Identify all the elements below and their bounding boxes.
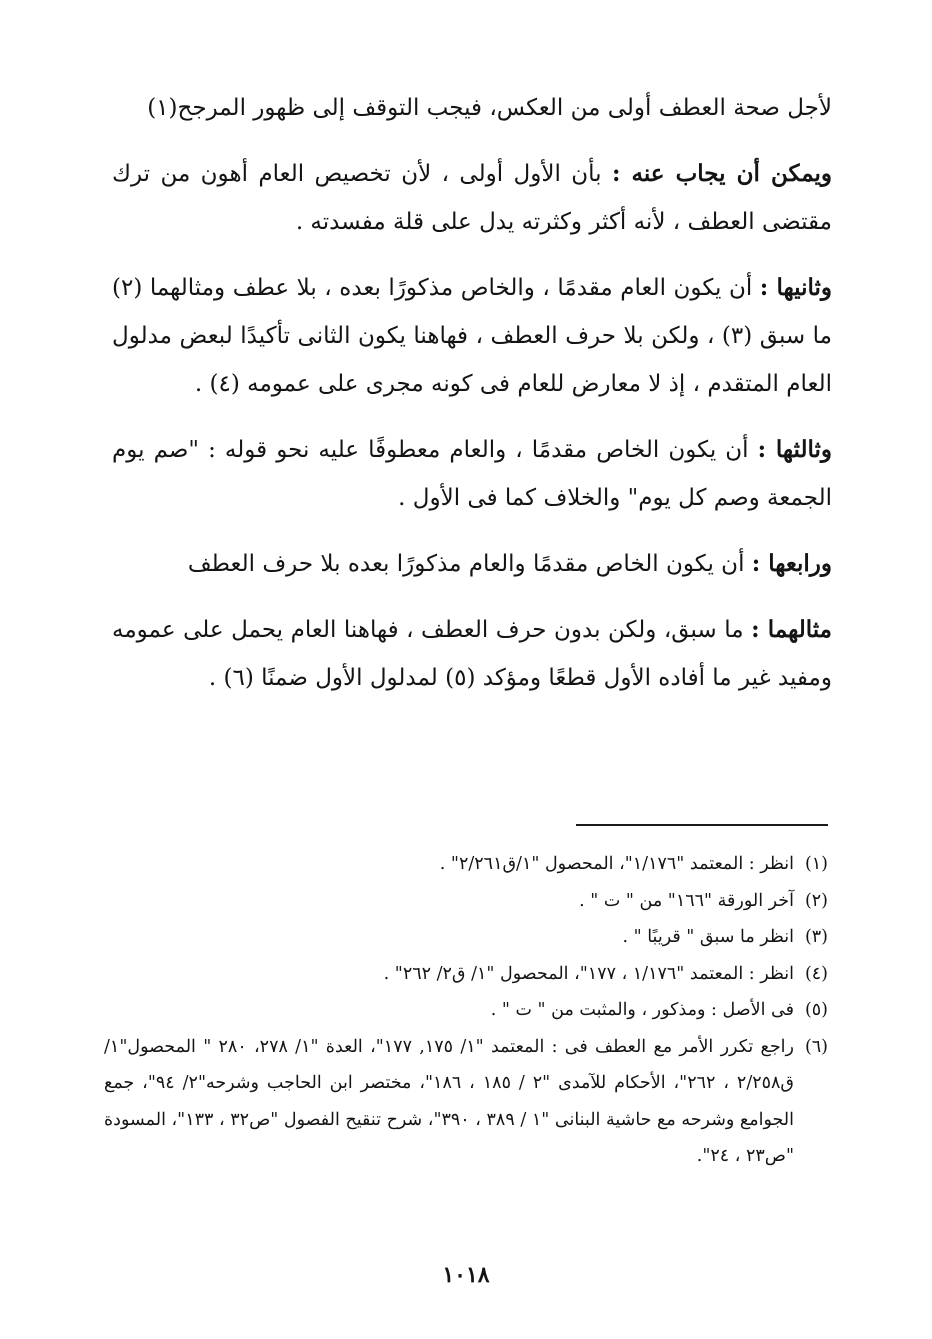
footnote-number: (٢) [804,890,828,911]
footnote-number: (٣) [804,927,828,947]
footnote-text: راجع تكرر الأمر مع العطف فى : المعتمد "١/ ١٧٥, ١٧٧"، العدة "١/ ٢٧٨، ٢٨٠ " المحصول"١/ق٢/٢٥٨ ، ٢٦٢"، الأحكام للآمدى "٢ / ١٨٥ ، ١٨٦"، مختصر ابن الحاجب وشرحه"٢/ ٩٤"، جمع الجوامع وشرحه مع حاشية البنانى "١ / ٣٨٩ ، ٣٩٠"، شرح تنقيح الفصول "ص٣٢ ، ١٣٣"، المسودة "ص٢٣ ، ٢٤". [104,1036,794,1166]
footnote-item [104,1029,828,1175]
paragraph-text: لأجل صحة العطف أولى من العكس، فيجب التوقف إلى ظهور المرجح(١) [147,95,832,121]
footnote-item [104,883,828,920]
page-number: ١٠١٨ [442,1262,490,1288]
paragraph-6 [112,606,832,702]
paragraph-text: أن يكون العام مقدمًا ، والخاص مذكورًا بعده ، بلا عطف ومثالهما (٢) ما سبق (٣) ، ولكن بلا حرف العطف ، فهاهنا يكون الثانى تأكيدًا لبعض مدلول العام المتقدم ، إذ لا معارض للعام فى كونه مجرى على عمومه (٤) . [112,275,833,397]
paragraph-lead: مثالهما : [751,616,832,643]
paragraph-4 [112,426,832,522]
footnote-number: (٦) [804,1036,828,1057]
main-text [112,84,832,702]
paragraph-lead: وثالثها : [757,436,832,463]
footnotes [104,846,828,1175]
footnote-separator [576,824,828,826]
paragraph-3 [112,264,832,408]
footnote-item [104,846,828,883]
paragraph-1 [112,84,832,132]
paragraph-text: ما سبق، ولكن بدون حرف العطف ، فهاهنا العام يحمل على عمومه ومفيد غير ما أفاده الأول قطعًا ومؤكد (٥) لمدلول الأول ضمنًا (٦) . [112,617,832,691]
paragraph-lead: ويمكن أن يجاب عنه : [611,160,832,187]
footnote-text: انظر : المعتمد "١/١٧٦ ، ١٧٧"، المحصول "١/ ق٢/ ٢٦٢" . [383,963,794,984]
footnote-number: (٥) [804,1000,828,1020]
paragraph-lead: وثانيها : [759,274,832,301]
paragraph-text: أن يكون الخاص مقدمًا والعام مذكورًا بعده بلا حرف العطف [187,551,745,577]
paragraph-5 [112,540,832,588]
paragraph-lead: ورابعها : [751,550,832,577]
footnote-item [104,956,828,993]
footnote-text: انظر ما سبق " قريبًا " . [622,927,794,947]
footnote-number: (١) [804,854,828,874]
paragraph-2 [112,150,832,246]
paragraph-text: بأن الأول أولى ، لأن تخصيص العام أهون من ترك مقتضى العطف ، لأنه أكثر وكثرته يدل على قلة مفسدته . [112,161,832,235]
footnote-text: انظر : المعتمد "١/١٧٦"، المحصول "١/ق٢/٢٦١" . [439,854,794,874]
paragraph-text: أن يكون الخاص مقدمًا ، والعام معطوفًا عليه نحو قوله : "صم يوم الجمعة وصم كل يوم" والخلاف كما فى الأول . [112,437,832,511]
footnote-item [104,992,828,1029]
footnote-text: آخر الورقة "١٦٦" من " ت " . [579,890,794,911]
footnote-item [104,919,828,956]
footnote-number: (٤) [804,963,828,984]
footnote-text: فى الأصل : ومذكور ، والمثبت من " ت " . [490,1000,794,1020]
